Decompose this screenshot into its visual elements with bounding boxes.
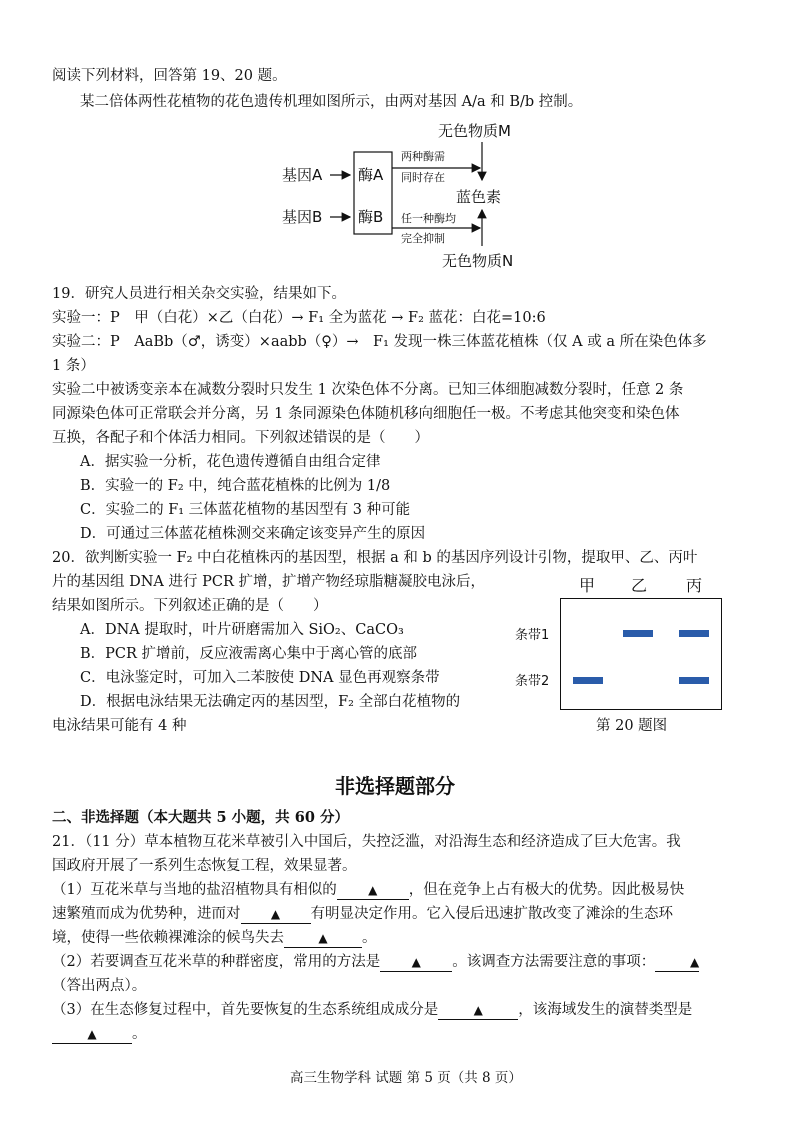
q19-experiment-2-cont: 1 条）: [52, 358, 95, 374]
q21-stem-2: 国政府开展了一系列生态恢复工程，效果显著。: [52, 858, 357, 874]
gel-lane-label-yi: 乙: [631, 576, 648, 595]
gel-band: [623, 630, 653, 637]
condition-top-1: 两种酶需: [401, 150, 445, 163]
q21-p3-text-a: （3）在生态修复过程中，首先要恢复的生态系统组成成分是: [52, 1002, 439, 1018]
answer-blank[interactable]: [655, 953, 699, 972]
q21-p2-text-b: 。该调查方法需要注意的事项：: [452, 954, 656, 970]
q20-option-d-cont: 电泳结果可能有 4 种: [52, 718, 187, 734]
q21-p1-text-d: 有明显决定作用。它入侵后迅速扩散改变了滩涂的生态环: [310, 906, 673, 922]
q19-option-c[interactable]: C．实验二的 F₁ 三体蓝花植物的基因型有 3 种可能: [80, 502, 411, 518]
q21-p1-text-a: （1）互花米草与当地的盐沼植物具有相似的: [52, 882, 337, 898]
q19-body-3: 互换，各配子和个体活力相同。下列叙述错误的是（ ）: [52, 430, 429, 446]
answer-blank[interactable]: [337, 881, 409, 900]
blank-marker-icon: ▲: [690, 955, 700, 969]
q19-stem: 19．研究人员进行相关杂交实验，结果如下。: [52, 286, 346, 302]
q19-option-d[interactable]: D．可通过三体蓝花植株测交来确定该变异产生的原因: [80, 526, 426, 542]
gel-lane-label-jia: 甲: [579, 576, 596, 595]
q21-part-2-line-2: （答出两点）。: [52, 978, 147, 994]
q19-experiment-1: 实验一：P 甲（白花）×乙（白花）→ F₁ 全为蓝花 → F₂ 蓝花：白花=10:6: [52, 310, 546, 326]
q21-part-1-line-1: [52, 878, 684, 902]
q20-stem-2: 片的基因组 DNA 进行 PCR 扩增，扩增产物经琼脂糖凝胶电泳后，: [52, 574, 485, 590]
q21-p3-text-c: 。: [132, 1026, 147, 1042]
gel-band-label-2: 条带2: [515, 674, 550, 689]
section-title: 非选择题部分: [335, 774, 455, 798]
gel-lane-label-bing: 丙: [686, 576, 703, 595]
q19-option-b[interactable]: B．实验一的 F₂ 中，纯合蓝花植株的比例为 1/8: [80, 478, 391, 494]
enzyme-a-label: 酶A: [358, 166, 384, 184]
blank-marker-icon: ▲: [473, 1003, 483, 1017]
gene-b-label: 基因B: [282, 208, 323, 226]
q19-option-a[interactable]: A．据实验一分析，花色遗传遵循自由组合定律: [80, 454, 381, 470]
answer-blank[interactable]: [380, 953, 452, 972]
q21-p1-text-b: ，但在竞争上占有极大的优势。因此极易快: [408, 882, 685, 898]
q21-p3-text-b: ，该海域发生的演替类型是: [518, 1002, 693, 1018]
gel-band: [573, 677, 603, 684]
q20-option-c[interactable]: C．电泳鉴定时，可加入二苯胺使 DNA 显色再观察条带: [80, 670, 440, 686]
blank-marker-icon: ▲: [270, 907, 281, 921]
q21-p1-text-c: 速繁殖而成为优势种，进而对: [52, 906, 241, 922]
q20-stem-1: 20．欲判断实验一 F₂ 中白花植株丙的基因型，根据 a 和 b 的基因序列设计引物，提取甲、乙、丙叶: [52, 550, 698, 566]
page-footer: 高三生物学科 试题 第 5 页（共 8 页）: [290, 1070, 522, 1086]
q21-p1-text-e: 境，使得一些依赖裸滩涂的候鸟失去: [52, 930, 284, 946]
q21-part-2-line-1: [52, 950, 699, 974]
condition-bottom-2: 完全抑制: [401, 232, 445, 245]
blank-marker-icon: ▲: [318, 931, 328, 945]
gel-caption: 第 20 题图: [596, 718, 668, 734]
q21-p1-text-f: 。: [362, 930, 377, 946]
q21-p2-text-a: （2）若要调查互花米草的种群密度，常用的方法是: [52, 954, 381, 970]
blank-marker-icon: ▲: [368, 883, 378, 897]
gel-band: [679, 630, 709, 637]
q20-option-d[interactable]: D．根据电泳结果无法确定丙的基因型，F₂ 全部白花植物的: [80, 694, 461, 710]
q21-stem-1: 21．（11 分）草本植物互花米草被引入中国后，失控泛滥，对沿海生态和经济造成了巨大危害。我: [52, 834, 681, 850]
intro-line-2: 某二倍体两性花植物的花色遗传机理如图所示，由两对基因 A/a 和 B/b 控制。: [80, 94, 583, 110]
q19-experiment-2: 实验二：P AaBb（♂，诱变）×aabb（♀）→ F₁ 发现一株三体蓝花植株（仅 A 或 a 所在染色体多: [52, 334, 707, 350]
gene-a-label: 基因A: [282, 166, 323, 184]
answer-blank[interactable]: [438, 1001, 518, 1020]
q21-part-3-line-1: [52, 998, 692, 1022]
gel-band: [679, 677, 709, 684]
q20-option-b[interactable]: B．PCR 扩增前，反应液需离心集中于离心管的底部: [80, 646, 418, 662]
condition-bottom-1: 任一种酶均: [401, 212, 456, 225]
q20-stem-3: 结果如图所示。下列叙述正确的是（ ）: [52, 598, 328, 614]
pigment-label: 蓝色素: [456, 188, 502, 206]
gel-frame: [560, 598, 722, 710]
blank-marker-icon: ▲: [87, 1027, 97, 1041]
enzyme-b-label: 酶B: [358, 208, 384, 226]
q19-body-1: 实验二中被诱变亲本在减数分裂时只发生 1 次染色体不分离。已知三体细胞减数分裂时，任意 2 条: [52, 382, 684, 398]
condition-top-2: 同时存在: [401, 171, 445, 184]
gene-pathway-diagram: [270, 118, 540, 274]
answer-blank[interactable]: [284, 929, 362, 948]
section-heading: 二、非选择题（本大题共 5 小题，共 60 分）: [52, 809, 349, 826]
intro-line-1: 阅读下列材料，回答第 19、20 题。: [52, 68, 287, 84]
substance-n-label: 无色物质N: [442, 252, 514, 270]
answer-blank[interactable]: [241, 905, 311, 924]
substance-m-label: 无色物质M: [438, 122, 511, 140]
q19-body-2: 同源染色体可正常联会并分离，另 1 条同源染色体随机移向细胞任一极。不考虑其他突变和染色体: [52, 406, 680, 422]
q20-option-a[interactable]: A．DNA 提取时，叶片研磨需加入 SiO₂、CaCO₃: [80, 622, 404, 638]
q21-part-1-line-2: [52, 902, 673, 926]
blank-marker-icon: ▲: [411, 955, 421, 969]
gel-band-label-1: 条带1: [515, 628, 550, 643]
answer-blank[interactable]: [52, 1025, 132, 1044]
q21-part-3-line-2: [52, 1022, 147, 1046]
q21-part-1-line-3: [52, 926, 377, 950]
